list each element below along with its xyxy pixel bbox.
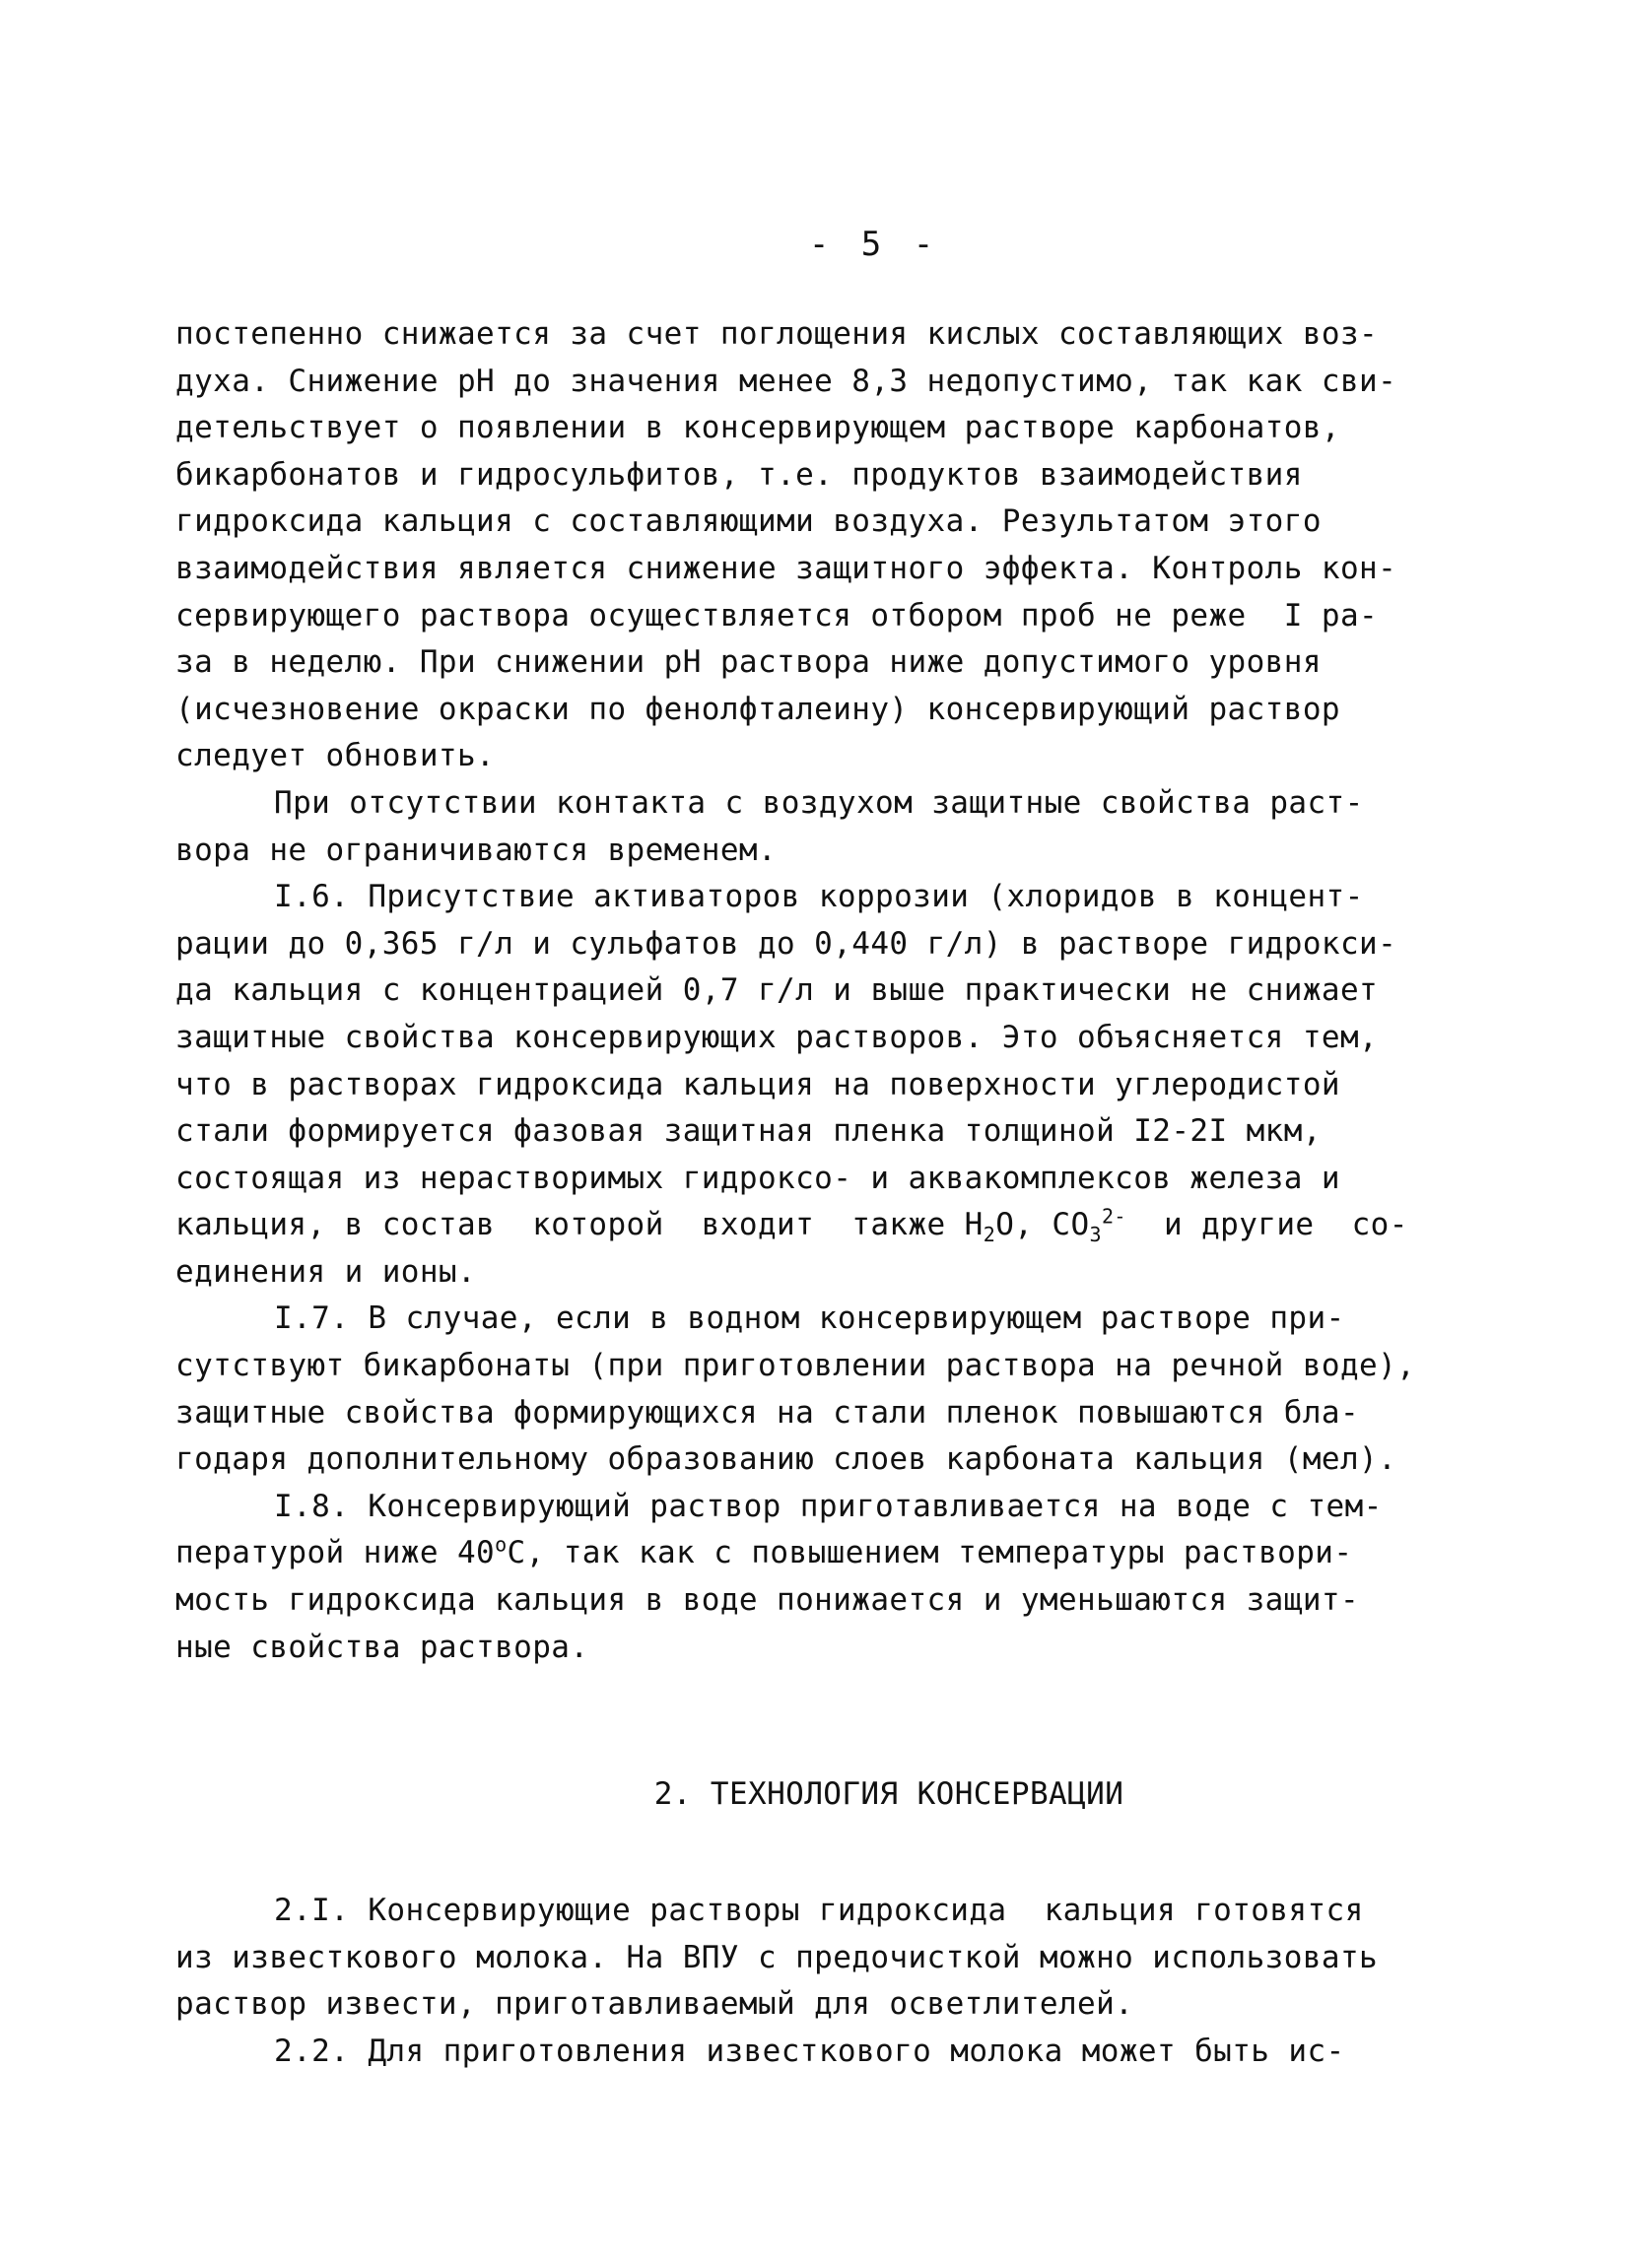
text-line: 2.I. Консервирующие растворы гидроксида кальция готовятся [274,1893,1364,1928]
text-line: ные свойства раствора. [175,1629,589,1665]
text-line-temperature [175,1530,1476,1577]
text-line: I.7. В случае, если в водном консервирующем растворе при- [274,1301,1345,1337]
text-line: защитные свойства формирующихся на стали пленок повышаются бла- [175,1394,1360,1431]
subscript: 2 [983,1223,996,1247]
text-line: рации до 0,365 г/л и сульфатов до 0,440 г/л) в растворе гидрокси- [175,925,1397,962]
superscript: 2- [1101,1204,1126,1229]
text-line: состоящая из нерастворимых гидроксо- и аквакомплексов железа и [175,1160,1340,1196]
text-line: защитные свойства консервирующих растворов. Это объясняется тем, [175,1019,1379,1055]
text-line: I.8. Консервирующий раствор приготавливается на воде с тем- [274,1488,1383,1524]
text-line: детельствует о появлении в консервирующем растворе карбонатов, [175,410,1340,446]
text-line: бикарбонатов и гидросульфитов, т.е. продуктов взаимодействия [175,456,1303,493]
text-line: за в неделю. При снижении pH раствора ниже допустимого уровня [175,644,1322,681]
text-line: мость гидроксида кальция в воде понижается и уменьшаются защит- [175,1582,1360,1619]
section-text [175,1888,1476,2075]
text-line-formula [175,1202,1476,1249]
text-line: 2.2. Для приготовления известкового молока может быть ис- [274,2033,1345,2069]
text-line: сервирующего раствора осуществляется отбором проб не реже I ра- [175,597,1379,634]
text-fragment: O, CO [995,1207,1090,1243]
page-number: - 5 - [808,225,940,264]
superscript: o [495,1533,508,1558]
text-line: (исчезновение окраски по фенолфталеину) консервирующий раствор [175,691,1340,727]
text-fragment: и другие со- [1125,1207,1408,1243]
text-line: взаимодействия является снижение защитного эффекта. Контроль кон- [175,550,1397,586]
text-fragment: C, так как с повышением температуры раствори- [507,1535,1353,1571]
text-line: I.6. Присутствие активаторов коррозии (хлоридов в концент- [274,879,1364,915]
text-fragment: кальция, в состав которой входит также H [175,1207,984,1243]
text-line: духа. Снижение pH до значения менее 8,3 недопустимо, так как сви- [175,363,1397,399]
text-line: постепенно снижается за счет поглощения кислых составляющих воз- [175,316,1379,352]
text-line: сутствуют бикарбонаты (при приготовлении раствора на речной воде), [175,1348,1416,1384]
text-line: что в растворах гидроксида кальция на поверхности углеродистой [175,1066,1340,1102]
section-heading: 2. ТЕХНОЛОГИЯ КОНСЕРВАЦИИ [653,1776,1124,1812]
text-line: из известкового молока. На ВПУ с предочисткой можно использовать [175,1939,1379,1975]
text-line: стали формируется фазовая защитная пленка толщиной I2-2I мкм, [175,1113,1322,1150]
text-line: раствор извести, приготавливаемый для осветлителей. [175,1986,1134,2023]
text-line: единения и ионы. [175,1253,477,1290]
text-line: следует обновить. [175,738,496,774]
subscript: 3 [1089,1223,1102,1247]
text-line: да кальция с концентрацией 0,7 г/л и выше практически не снижает [175,972,1379,1009]
text-fragment: пературой ниже 40 [175,1535,496,1571]
text-line: гидроксида кальция с составляющими воздуха. Результатом этого [175,503,1322,540]
text-line: годаря дополнительному образованию слоев карбоната кальция (мел). [175,1441,1397,1478]
text-line: При отсутствии контакта с воздухом защитные свойства раст- [274,784,1364,821]
main-text [175,311,1476,1671]
text-line: вора не ограничиваются временем. [175,832,778,868]
